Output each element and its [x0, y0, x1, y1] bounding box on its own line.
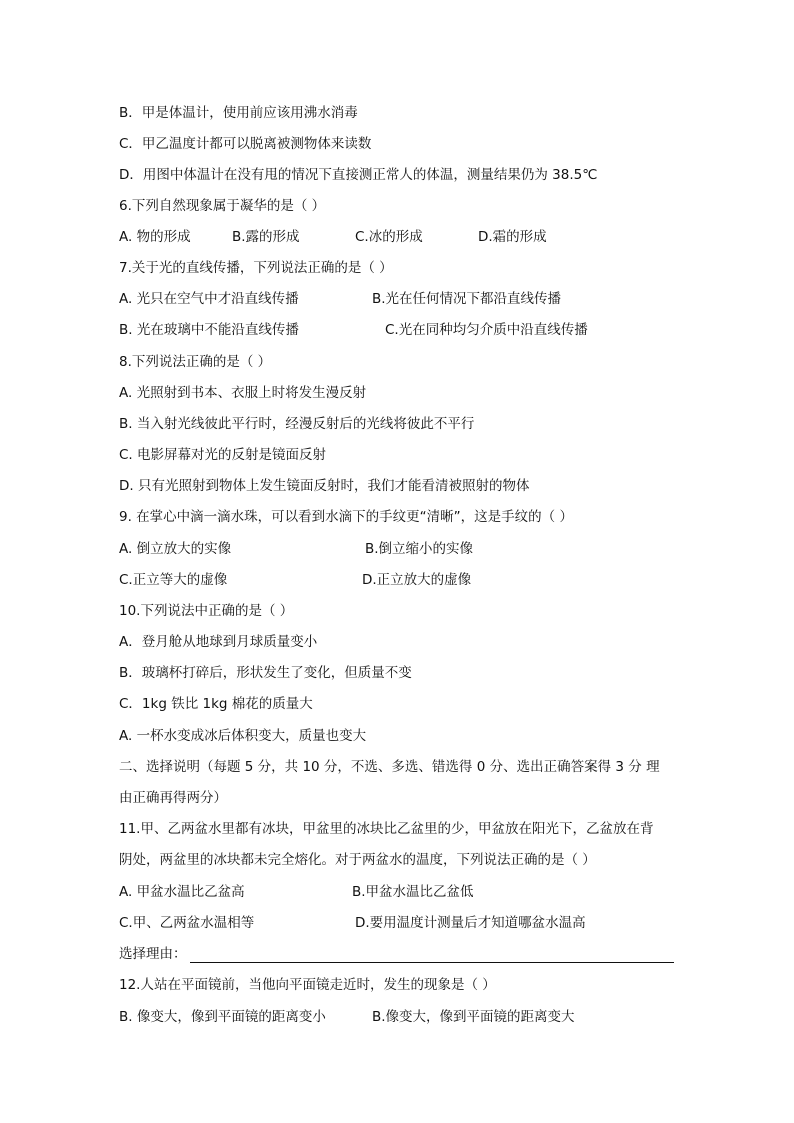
q7-option-b2: B. 光在玻璃中不能沿直线传播	[119, 322, 299, 338]
q12-option-b: B. 像变大，像到平面镜的距离变小	[119, 1009, 326, 1025]
q10-stem: 10.下列说法中正确的是（ ）	[119, 603, 294, 619]
q8-option-c: C. 电影屏幕对光的反射是镜面反射	[119, 447, 327, 463]
q9-option-b: B.倒立缩小的实像	[365, 541, 474, 557]
q11-option-c: C.甲、乙两盆水温相等	[119, 915, 255, 931]
q5-option-d: D．用图中体温计在没有甩的情况下直接测正常人的体温，测量结果仍为 38.5℃	[119, 167, 598, 183]
q8-option-a: A. 光照射到书本、衣服上时将发生漫反射	[119, 385, 367, 401]
q11-stem-line1: 11.甲、乙两盆水里都有冰块，甲盆里的冰块比乙盆里的少，甲盆放在阳光下，乙盆放在背	[119, 821, 654, 837]
q11-reason-answer-line[interactable]	[190, 962, 674, 963]
q7-stem: 7.关于光的直线传播，下列说法正确的是（ ）	[119, 260, 393, 276]
q6-option-a: A. 物的形成	[119, 229, 191, 245]
q10-option-a: A．登月舱从地球到月球质量变小	[119, 634, 318, 650]
q8-stem: 8.下列说法正确的是（ ）	[119, 354, 272, 370]
q9-option-c: C.正立等大的虚像	[119, 572, 228, 588]
q11-stem-line2: 阴处，两盆里的冰块都未完全熔化。对于两盆水的温度，下列说法正确的是（ ）	[119, 852, 596, 868]
q10-option-d: A. 一杯水变成冰后体积变大，质量也变大	[119, 728, 367, 744]
q10-option-c: C．1kg 铁比 1kg 棉花的质量大	[119, 696, 313, 712]
q6-option-d: D.霜的形成	[478, 229, 547, 245]
q12-stem: 12.人站在平面镜前，当他向平面镜走近时，发生的现象是（ ）	[119, 977, 496, 993]
q8-option-d: D. 只有光照射到物体上发生镜面反射时，我们才能看清被照射的物体	[119, 478, 530, 494]
q6-option-c: C.冰的形成	[355, 229, 423, 245]
q11-reason-label: 选择理由：	[119, 946, 187, 962]
q5-option-c: C．甲乙温度计都可以脱离被测物体来读数	[119, 136, 372, 152]
q12-option-b2: B.像变大，像到平面镜的距离变大	[372, 1009, 575, 1025]
q7-option-b: B.光在任何情况下都沿直线传播	[372, 291, 562, 307]
section2-heading-line1: 二、选择说明（每题 5 分，共 10 分，不选、多选、错选得 0 分、选出正确答案得 3 分 理	[119, 759, 660, 775]
q11-option-a: A. 甲盆水温比乙盆高	[119, 884, 245, 900]
q11-option-b: B.甲盆水温比乙盆低	[352, 884, 474, 900]
q5-option-b: B．甲是体温计，使用前应该用沸水消毒	[119, 105, 358, 121]
q10-option-b: B．玻璃杯打碎后，形状发生了变化，但质量不变	[119, 665, 412, 681]
q7-option-a: A. 光只在空气中才沿直线传播	[119, 291, 299, 307]
q9-stem: 9. 在掌心中滴一滴水珠，可以看到水滴下的手纹更“清晰”，这是手纹的（ ）	[119, 509, 573, 525]
q11-option-d: D.要用温度计测量后才知道哪盆水温高	[355, 915, 586, 931]
q8-option-b: B. 当入射光线彼此平行时，经漫反射后的光线将彼此不平行	[119, 416, 475, 432]
section2-heading-line2: 由正确再得两分）	[119, 790, 227, 806]
q6-stem: 6.下列自然现象属于凝华的是（ ）	[119, 198, 326, 214]
q9-option-a: A. 倒立放大的实像	[119, 541, 232, 557]
q6-option-b: B.露的形成	[232, 229, 300, 245]
q9-option-d: D.正立放大的虚像	[362, 572, 472, 588]
q7-option-c: C.光在同种均匀介质中沿直线传播	[385, 322, 588, 338]
